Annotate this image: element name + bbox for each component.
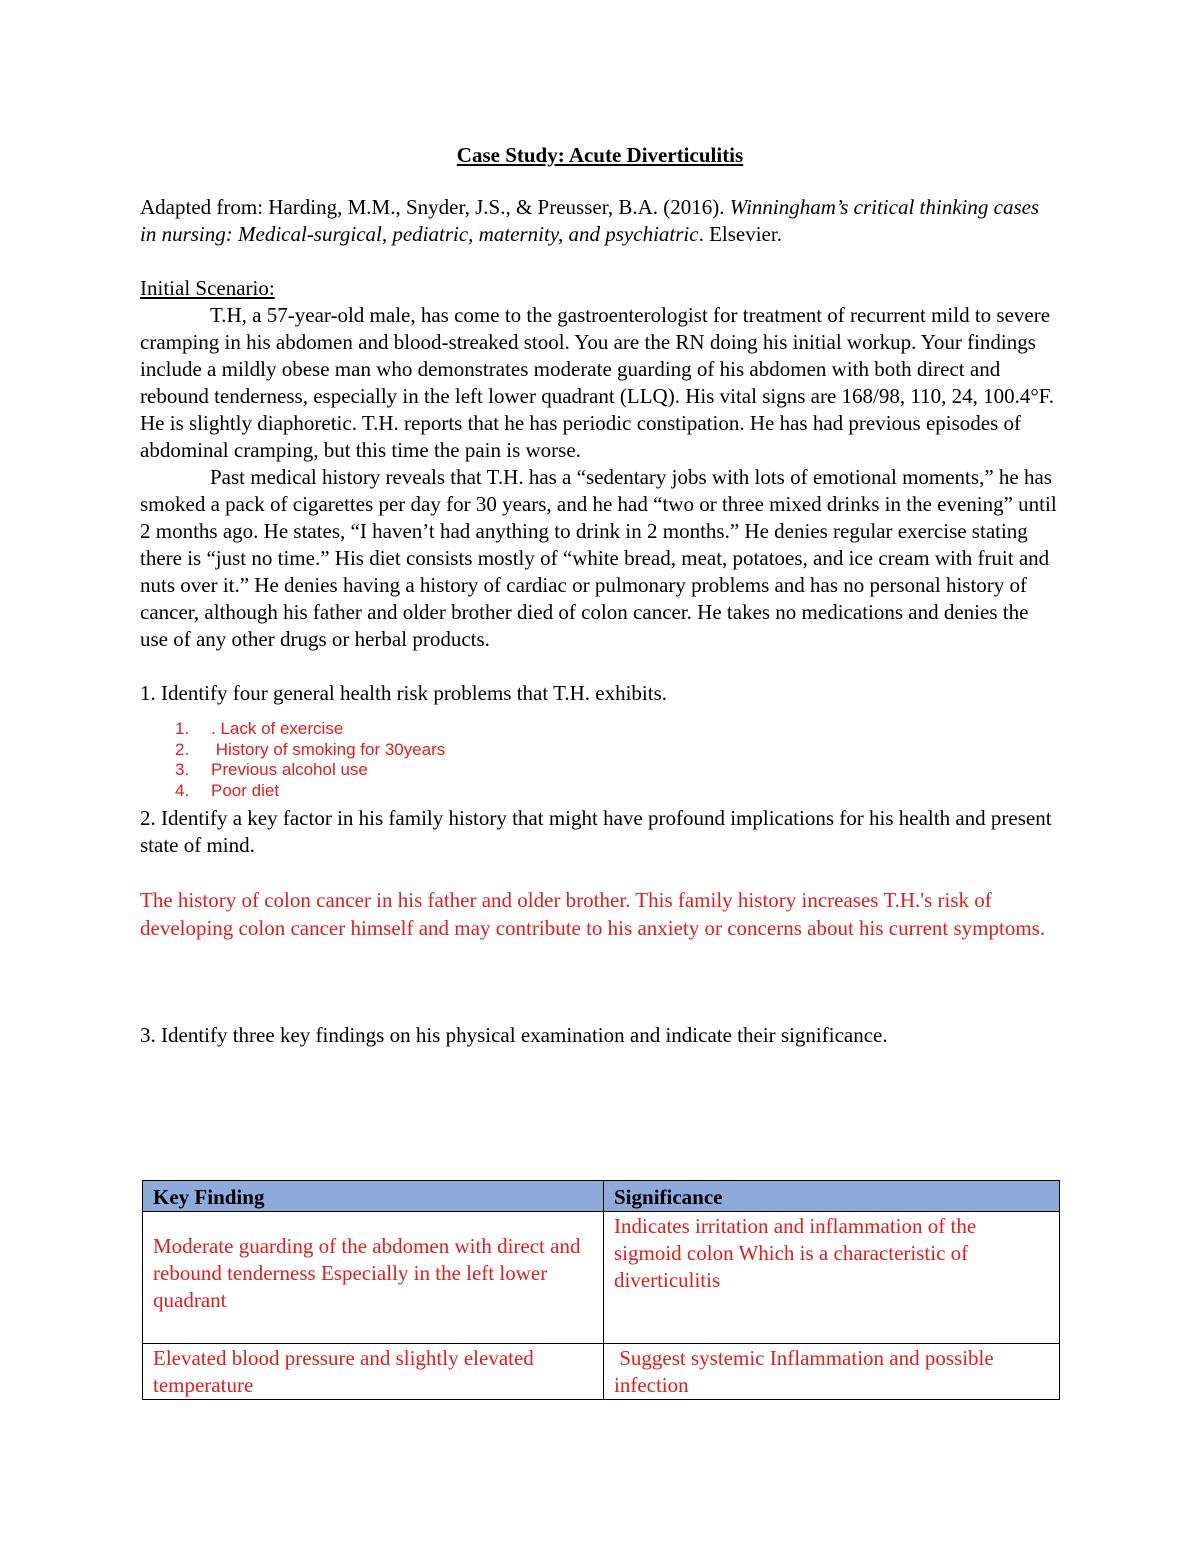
list-item-number: 4.	[175, 780, 190, 800]
citation	[140, 194, 1060, 248]
list-item	[140, 719, 1060, 740]
list-item-text: Poor diet	[211, 780, 280, 800]
list-item-number: 3.	[175, 760, 190, 779]
citation-suffix: . Elsevier.	[698, 222, 782, 246]
list-item	[140, 760, 1060, 781]
scenario-paragraph-2: Past medical history reveals that T.H. has a “sedentary jobs with lots of emotional moments,” he has smoked a pack of cigarettes per day for 30 years, and he had “two or three mixed drinks in the evening” until 2 months ago. He states, “I haven’t had anything to drink in 2 months.” He denies regular exercise stating there is “just no time.” His diet consists mostly of “white bread, meat, potatoes, and ice cream with fruit and nuts over it.” He denies having a history of cardiac or pulmonary problems and has no personal history of cancer, although his father and older brother died of colon cancer. He takes no medications and denies the use of any other drugs or herbal products.	[140, 465, 1057, 651]
document-page	[140, 140, 1060, 1049]
table-cell-significance: Indicates irritation and inflammation of the sigmoid colon Which is a characteristic of diverticulitis	[604, 1212, 1060, 1344]
scenario-paragraph-1: T.H, a 57-year-old male, has come to the gastroenterologist for treatment of recurrent mild to severe cramping in his abdomen and blood-streaked stool. You are the RN doing his initial workup. Your findings include a mildly obese man who demonstrates moderate guarding of his abdomen with both direct and rebound tenderness, especially in the left lower quadrant (LLQ). His vital signs are 168/98, 110, 24, 100.4°F. He is slightly diaphoretic. T.H. reports that he has periodic constipation. He has had previous episodes of abdominal cramping, but this time the pain is worse.	[140, 303, 1054, 462]
list-item	[140, 740, 1060, 761]
list-item-text: Previous alcohol use	[211, 760, 368, 779]
list-item-text: History of smoking for 30years	[211, 739, 446, 759]
table-row	[143, 1344, 1060, 1400]
scenario-heading: Initial Scenario:	[140, 276, 275, 300]
findings-table	[142, 1180, 1060, 1400]
question-1: 1. Identify four general health risk problems that T.H. exhibits.	[140, 681, 668, 705]
citation-book-title: Winningham’s critical thinking cases in nursing: Medical-surgical, pediatric, maternity, and psychiatric	[140, 195, 1040, 246]
list-item-text: . Lack of exercise	[211, 719, 344, 738]
table-cell-significance: Suggest systemic Inflammation and possible infection	[604, 1344, 1060, 1400]
question-1-answer-list	[140, 719, 1060, 801]
table-cell-finding: Elevated blood pressure and slightly elevated temperature	[143, 1344, 604, 1400]
table-cell-finding: Moderate guarding of the abdomen with direct and rebound tenderness Especially in the left lower quadrant	[143, 1212, 604, 1344]
question-2: 2. Identify a key factor in his family history that might have profound implications for his health and present state of mind.	[140, 806, 1052, 857]
question-2-answer: The history of colon cancer in his father and older brother. This family history increases T.H.'s risk of developing colon cancer himself and may contribute to his anxiety or concerns about his current symptoms.	[140, 888, 1046, 940]
citation-prefix: Adapted from: Harding, M.M., Snyder, J.S., & Preusser, B.A. (2016).	[140, 195, 730, 219]
list-item-number: 2.	[175, 739, 190, 759]
question-3: 3. Identify three key findings on his physical examination and indicate their significance.	[140, 1023, 888, 1047]
table-header-significance: Significance	[604, 1181, 1060, 1212]
page-title: Case Study: Acute Diverticulitis	[456, 143, 744, 167]
list-item	[140, 781, 1060, 802]
table-header-key-finding: Key Finding	[143, 1181, 604, 1212]
list-item-number: 1.	[175, 719, 190, 738]
table-header-row	[143, 1181, 1060, 1212]
table-row	[143, 1212, 1060, 1344]
